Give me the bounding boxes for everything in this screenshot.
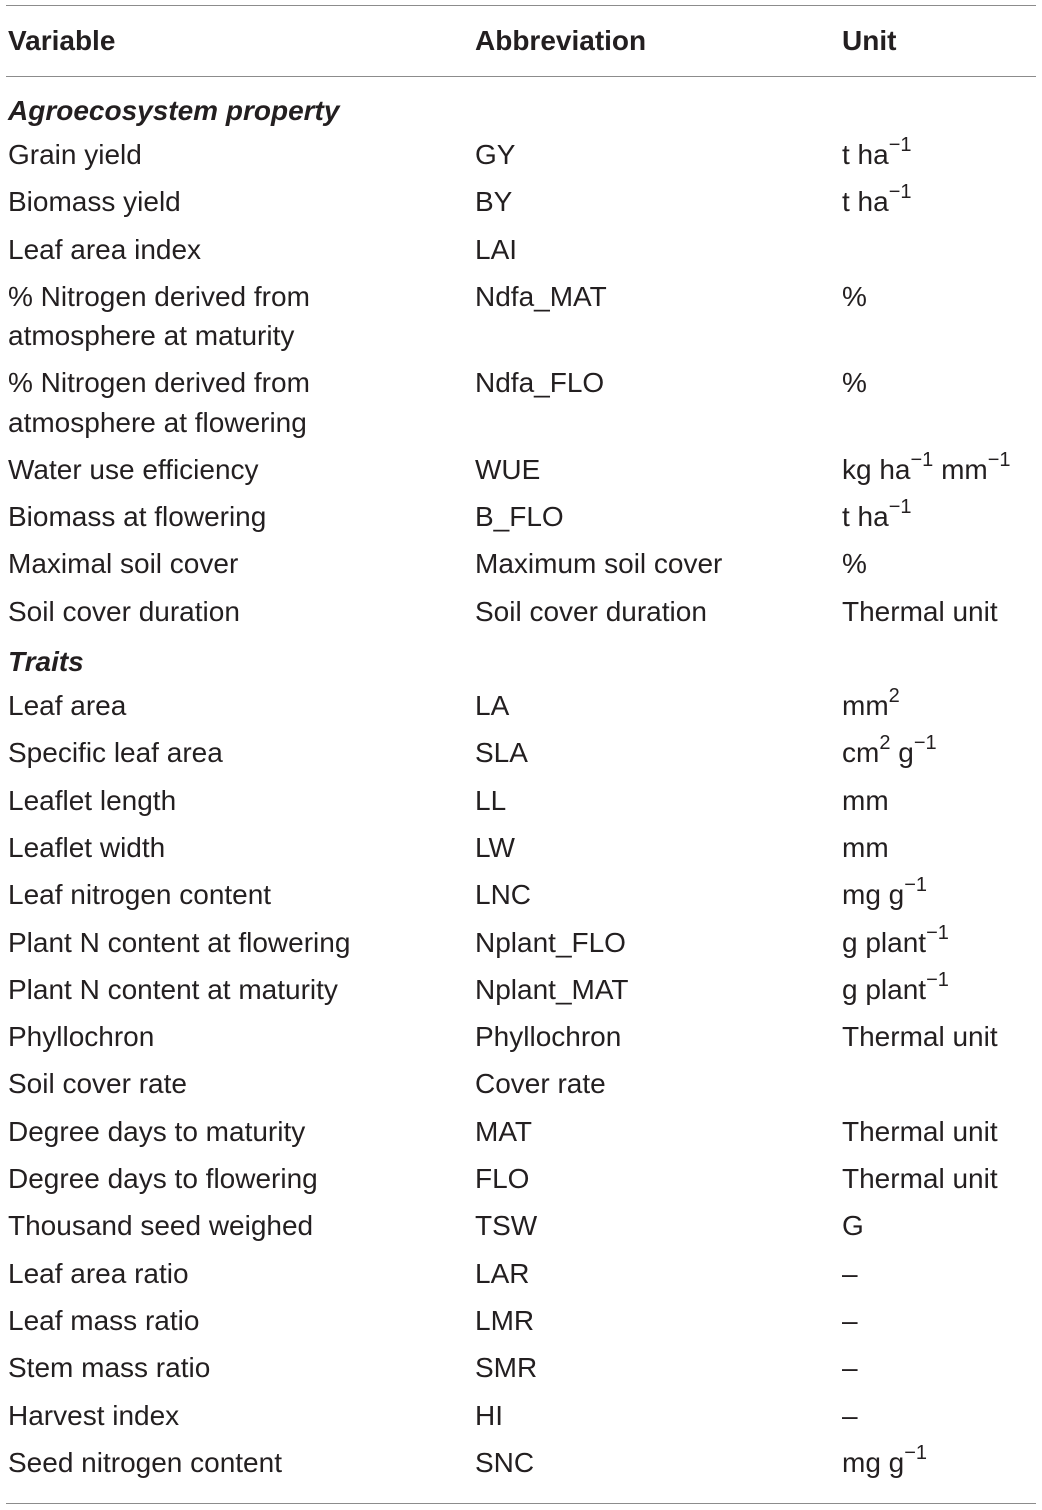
variable-cell: Grain yield [8, 139, 142, 170]
header-variable: Variable [8, 25, 116, 56]
variable-cell: % Nitrogen derived from atmosphere at flowering [8, 367, 310, 438]
unit-cell: mm [842, 831, 889, 863]
abbreviation-cell: MAT [475, 1115, 533, 1147]
abbreviation-cell: LA [475, 690, 510, 722]
unit-cell: t $ha^{-1}$ [842, 181, 912, 218]
unit-cell: – [842, 1399, 858, 1431]
table-row [0, 544, 1042, 591]
section-title-agroecosystem: Agroecosystem property [8, 95, 340, 126]
unit-cell: kg $ha^{-1}$ $mm^{-1}$ [842, 448, 1011, 485]
unit-cell: $mm^2$ [842, 685, 900, 722]
variable-cell: Biomass at flowering [8, 501, 267, 533]
abbreviation-cell: TSW [475, 1210, 538, 1242]
abbreviation-cell: B_FLO [475, 501, 564, 533]
unit-cell: mg $g^{-1}$ [842, 874, 928, 911]
table-row [0, 1301, 1042, 1348]
variable-cell: Stem mass ratio [8, 1352, 211, 1384]
table-row [0, 135, 1042, 182]
abbreviation-cell: LL [475, 784, 507, 816]
unit-cell: G [842, 1210, 864, 1242]
table-row [0, 1206, 1042, 1253]
table-row [0, 733, 1042, 780]
abbreviation-cell: Phyllochron [475, 1021, 622, 1053]
unit-cell: t $ha^{-1}$ [842, 496, 912, 533]
variable-cell: % Nitrogen derived from atmosphere at maturity [8, 280, 310, 352]
table-row [0, 686, 1042, 733]
table-row [0, 1064, 1042, 1111]
unit-cell: g plant$^{-1}$ [842, 921, 949, 958]
header-unit: Unit [842, 25, 897, 56]
unit-cell: $cm^2$ $g^{-1}$ [842, 732, 937, 769]
variable-cell: Leaf area index [8, 233, 202, 265]
unit-cell: % [842, 367, 867, 399]
variable-cell: Thousand seed weighed [8, 1210, 314, 1242]
unit-cell: Thermal unit [842, 1115, 998, 1147]
table-header-rule [6, 76, 1036, 77]
variable-cell: Degree days to maturity [8, 1115, 306, 1147]
abbreviation-cell: SNC [475, 1446, 535, 1478]
table-row [0, 497, 1042, 544]
abbreviation-cell: BY [475, 186, 513, 218]
table-row [0, 182, 1042, 229]
unit-cell: % [842, 280, 867, 312]
table-bottom-rule [6, 1503, 1036, 1504]
section-row [0, 88, 1042, 135]
abbreviation-cell: GY [475, 139, 516, 170]
table-row [0, 592, 1042, 639]
variable-cell: Specific leaf area [8, 737, 223, 769]
section-title-traits: Traits [8, 646, 84, 678]
variable-cell: Biomass yield [8, 186, 181, 218]
table-row [0, 1348, 1042, 1395]
abbreviation-cell: LAR [475, 1257, 530, 1289]
abbreviation-cell: Ndfa_FLO [475, 367, 605, 399]
table-row [0, 1159, 1042, 1206]
variable-cell: Water use efficiency [8, 453, 259, 485]
variable-cell: Phyllochron [8, 1021, 155, 1053]
variable-cell: Plant N content at flowering [8, 926, 351, 958]
abbreviation-cell: LAI [475, 233, 518, 265]
abbreviation-cell: Nplant_FLO [475, 926, 626, 958]
abbreviation-cell: LMR [475, 1304, 535, 1336]
variable-cell: Leaf area ratio [8, 1257, 189, 1289]
unit-cell: Thermal unit [842, 595, 998, 627]
abbreviation-cell: Soil cover duration [475, 595, 707, 627]
unit-cell: – [842, 1257, 858, 1289]
unit-cell: % [842, 548, 867, 580]
abbreviation-cell: SMR [475, 1352, 538, 1384]
variable-cell: Leaf mass ratio [8, 1304, 200, 1336]
variable-cell: Leaflet width [8, 831, 166, 863]
table-row [0, 970, 1042, 1017]
abbreviation-cell: Ndfa_MAT [475, 280, 607, 312]
table-row [0, 875, 1042, 922]
unit-cell: – [842, 1352, 858, 1384]
unit-cell: mg $g^{-1}$ [842, 1441, 928, 1478]
abbreviation-cell: Cover rate [475, 1068, 606, 1100]
variable-cell: Leaf area [8, 690, 127, 722]
variable-cell: Leaflet length [8, 784, 177, 816]
table-row [0, 923, 1042, 970]
variable-cell: Plant N content at maturity [8, 973, 338, 1005]
unit-cell: mm [842, 784, 889, 816]
unit-cell: g plant$^{-1}$ [842, 968, 949, 1005]
variable-cell: Degree days to flowering [8, 1163, 318, 1195]
abbreviation-cell: FLO [475, 1163, 530, 1195]
variable-cell: Harvest index [8, 1399, 180, 1431]
variable-cell: Seed nitrogen content [8, 1446, 282, 1478]
variable-cell: Soil cover rate [8, 1068, 187, 1100]
variable-cell: Maximal soil cover [8, 548, 239, 580]
abbreviation-cell: LW [475, 831, 515, 863]
table-row [0, 230, 1042, 277]
section-row [0, 639, 1042, 686]
unit-cell: Thermal unit [842, 1163, 998, 1195]
abbreviation-cell: Nplant_MAT [475, 973, 629, 1005]
abbreviation-cell: SLA [475, 737, 528, 769]
table-row [0, 828, 1042, 875]
table-row [0, 363, 1042, 450]
abbreviation-cell: Maximum soil cover [475, 548, 723, 580]
table-top-rule [6, 5, 1036, 6]
table-row [0, 1112, 1042, 1159]
unit-cell: Thermal unit [842, 1021, 998, 1053]
table-row [0, 1017, 1042, 1064]
abbreviation-cell: LNC [475, 879, 532, 911]
table-row [0, 1443, 1042, 1490]
table-row [0, 781, 1042, 828]
table-row [0, 450, 1042, 497]
table-row [0, 1254, 1042, 1301]
abbreviation-cell: HI [475, 1399, 503, 1431]
abbreviation-cell: WUE [475, 453, 541, 485]
table-body [0, 88, 1042, 1490]
variable-cell: Soil cover duration [8, 595, 240, 627]
variable-cell: Leaf nitrogen content [8, 879, 272, 911]
table-row [0, 1396, 1042, 1443]
unit-cell: t $ha^{-1}$ [842, 134, 912, 170]
table-row [0, 277, 1042, 364]
header-abbreviation: Abbreviation [475, 25, 647, 56]
unit-cell: – [842, 1304, 858, 1336]
